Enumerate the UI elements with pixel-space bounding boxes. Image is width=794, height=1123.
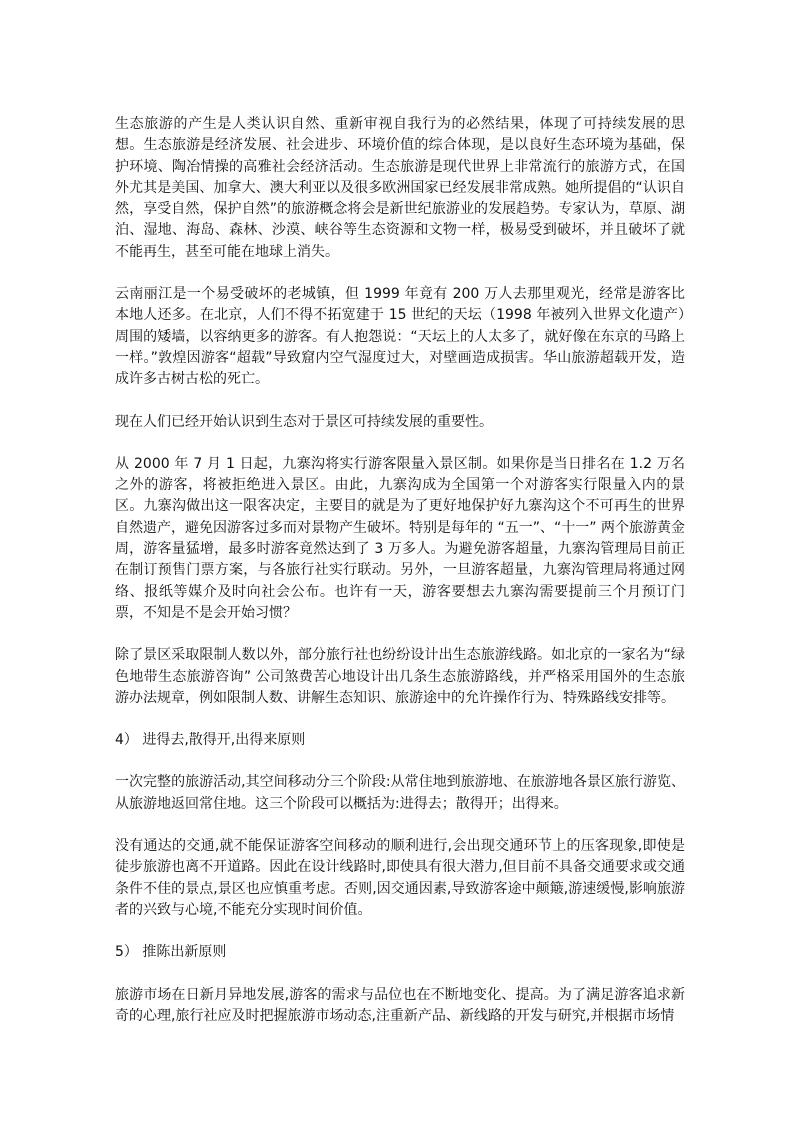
paragraph-travel-agencies: 除了景区采取限制人数以外，部分旅行社也纷纷设计出生态旅游线路。如北京的一家名为“绿色地带生态旅游咨询” 公司煞费苦心地设计出几条生态旅游路线，并严格采用国外的生态旅游办法规章，例如限制人数、讲解生态知识、旅游途中的允许操作行为、特殊路线安排等。 (115, 647, 685, 706)
paragraph-jiuzhaigou-limit: 从 2000 年 7 月 1 日起，九寨沟将实行游客限量入景区制。如果你是当日排名在 1.2 万名之外的游客，将被拒绝进入景区。由此，九寨沟成为全国第一个对游客实行限量入内的景区。九寨沟做出这一限客决定，主要目的就是为了更好地保护好九寨沟这个不可再生的世界自然遗产，避免因游客过多而对景物产生破坏。特别是每年的 “五一”、“十一” 两个旅游黄金周，游客量猛增，最多时游客竟然达到了 3 万多人。为避免游客超量，九寨沟管理局目前正在制订预售门票方案，与各旅行社实行联动。另外，一旦游客超量，九寨沟管理局将通过网络、报纸等媒介及时向社会公布。也许有一天，游客要想去九寨沟需要提前三个月预订门票，不知是不是会开始习惯？ (115, 455, 685, 621)
section-heading-4: 4） 进得去,散得开,出得来原则 (115, 732, 306, 749)
paragraph-innovation: 旅游市场在日新月异地发展,游客的需求与品位也在不断地变化、提高。为了满足游客追求新奇的心理,旅行社应及时把握旅游市场动态,注重新产品、新线路的开发与研究,并根据市场情 (115, 986, 685, 1024)
paragraph-awareness: 现在人们已经开始认识到生态对于景区可持续发展的重要性。 (115, 413, 493, 430)
paragraph-overcrowding-examples: 云南丽江是一个易受破坏的老城镇，但 1999 年竟有 200 万人去那里观光，经常是游客比本地人还多。在北京，人们不得不拓宽建于 15 世纪的天坛（1998 年被列入世界文化遗产）周围的矮墙，以容纳更多的游客。有人抱怨说：“天坛上的人太多了，就好像在东京的马路上一样。”敦煌因游客“超载”导致窟内空气湿度过大，对壁画造成损害。华山旅游超载开发，造成许多古树古松的死亡。 (115, 286, 685, 388)
paragraph-transportation: 没有通达的交通,就不能保证游客空间移动的顺利进行,会出现交通环节上的压客现象,即使是徒步旅游也离不开道路。因此在设计线路时,即使具有很大潜力,但目前不具备交通要求或交通条件不佳的景点,景区也应慎重考虑。否则,因交通因素,导致游客途中颠簸,游速缓慢,影响旅游者的兴致与心境,不能充分实现时间价值。 (115, 838, 685, 918)
paragraph-eco-tourism-origin: 生态旅游的产生是人类认识自然、重新审视自我行为的必然结果，体现了可持续发展的思想。生态旅游是经济发展、社会进步、环境价值的综合体现，是以良好生态环境为基础，保护环境、陶冶情操的高雅社会经济活动。生态旅游是现代世界上非常流行的旅游方式，在国外尤其是美国、加拿大、澳大利亚以及很多欧洲国家已经发展非常成熟。她所提倡的“认识自然，享受自然，保护自然”的旅游概念将会是新世纪旅游业的发展趋势。专家认为，草原、湖泊、湿地、海岛、森林、沙漠、峡谷等生态资源和文物一样，极易受到破坏，并且破坏了就不能再生，甚至可能在地球上消失。 (115, 116, 685, 260)
section-heading-5: 5） 推陈出新原则 (115, 944, 227, 961)
paragraph-three-stages: 一次完整的旅游活动,其空间移动分三个阶段:从常住地到旅游地、在旅游地各景区旅行游览、从旅游地返回常住地。这三个阶段可以概括为:进得去；散得开；出得来。 (115, 774, 685, 812)
document-body (115, 114, 685, 1048)
